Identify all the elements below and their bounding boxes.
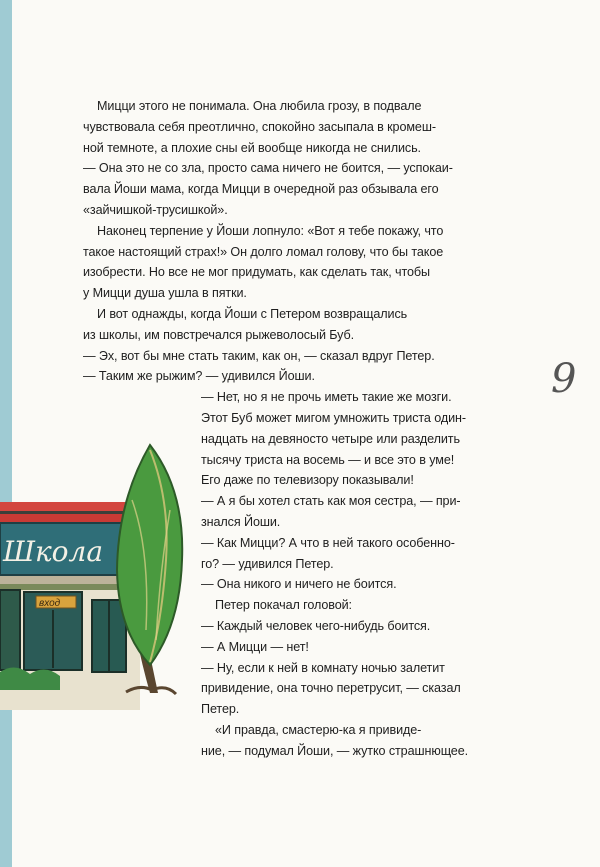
school-sign-text: Школа: [3, 535, 104, 568]
page-number: 9: [551, 356, 577, 402]
text-line: И вот однажды, когда Йоши с Петером возвращались: [97, 306, 408, 321]
door-sign-text: вход: [39, 598, 61, 609]
text-line: изобрести. Но все не мог придумать, как сделать так, чтобы: [83, 265, 430, 280]
text-line: вала Йоши мама, когда Мицци в очередной раз обзывала его: [83, 182, 439, 197]
text-line: — Как Мицци? А что в ней такого особенно-: [201, 535, 455, 550]
text-line: надцать на девяносто четыре или разделить: [201, 431, 460, 446]
text-line: — А Мицци — нет!: [201, 639, 309, 654]
text-line: Наконец терпение у Йоши лопнуло: «Вот я тебе покажу, что: [97, 223, 444, 238]
text-line: — А я бы хотел стать как моя сестра, — при-: [201, 494, 461, 509]
page-edge-strip: [0, 0, 12, 867]
text-line: ной темноте, а плохие сны ей вообще никогда не снились.: [83, 140, 421, 155]
text-line: из школы, им повстречался рыжеволосый Буб.: [83, 327, 355, 342]
text-line: — Нет, но я не прочь иметь такие же мозги.: [201, 390, 452, 405]
text-line: у Мицци душа ушла в пятки.: [83, 286, 247, 301]
text-line: Петер покачал головой:: [215, 598, 352, 613]
roof-stripe: [0, 502, 140, 511]
text-line: — Она это не со зла, просто сама ничего не боится, — успокаи-: [83, 161, 453, 176]
text-line: Петер.: [201, 702, 240, 717]
text-line: тысячу триста на восемь — и все это в уме!: [201, 452, 455, 467]
text-line: — Ну, если к ней в комнату ночью залетит: [201, 660, 445, 675]
text-line: Мицци этого не понимала. Она любила грозу, в подвале: [97, 99, 422, 113]
text-line: ние, — подумал Йоши, — жутко страшнющее.: [201, 743, 469, 758]
text-line: го? — удивился Петер.: [201, 556, 334, 571]
school-tree-illustration: [0, 440, 200, 710]
text-line: «И правда, смастерю-ка я привиде-: [215, 722, 422, 737]
text-line: — Она никого и ничего не боится.: [201, 577, 397, 592]
text-line: «зайчишкой-трусишкой».: [83, 202, 228, 217]
text-line: такое настоящий страх!» Он долго ломал голову, что бы такое: [83, 244, 444, 259]
text-line: Его даже по телевизору показывали!: [201, 473, 414, 488]
text-line: знался Йоши.: [201, 514, 281, 529]
text-line: чувствовала себя преотлично, спокойно засыпала в кромеш-: [83, 119, 436, 134]
text-line: — Таким же рыжим? — удивился Йоши.: [83, 369, 315, 384]
text-line: — Каждый человек чего-нибудь боится.: [201, 618, 431, 633]
text-line: Этот Буб может мигом умножить триста один-: [201, 410, 466, 425]
text-line: привидение, она точно перетрусит, — сказал: [201, 681, 461, 696]
text-line: — Эх, вот бы мне стать таким, как он, — сказал вдруг Петер.: [83, 348, 435, 363]
